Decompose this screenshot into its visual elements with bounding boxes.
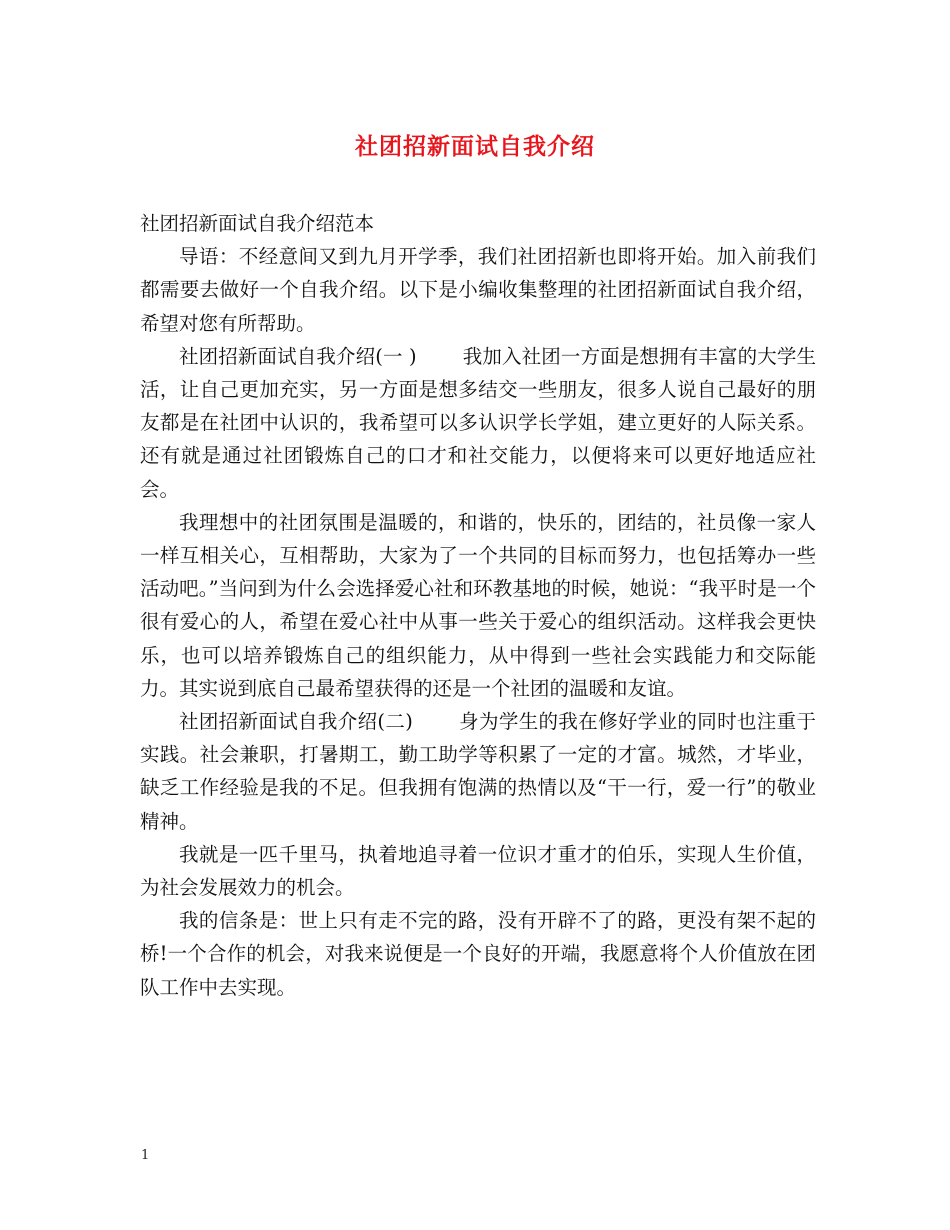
section-one-body: 我加入社团一方面是想拥有丰富的大学生活，让自己更加充实，另一方面是想多结交一些朋友，很多人说自己最好的朋友都是在社团中认识的，我希望可以多认识学长学姐，建立更好的人际关系。还有就是通过社团锻炼自己的口才和社交能力，以便将来可以更好地适应社会。 [140,344,816,501]
page-number: 1 [141,1148,150,1163]
section-two-heading: 社团招新面试自我介绍(二) [179,710,413,734]
document-subtitle: 社团招新面试自我介绍范本 [140,212,375,235]
section-one-heading: 社团招新面试自我介绍(一 ) [179,344,417,368]
horse-paragraph: 我就是一匹千里马，执着地追寻着一位识才重才的伯乐，实现人生价值，为社会发展效力的机会。 [140,842,816,900]
ideal-club-paragraph: 我理想中的社团氛围是温暖的，和谐的，快乐的，团结的，社员像一家人一样互相关心，互相帮助，大家为了一个共同的目标而努力，也包括筹办一些活动吧。”当问到为什么会选择爱心社和环教基地的时候，她说：“我平时是一个很有爱心的人，希望在爱心社中从事一些关于爱心的组织活动。这样我会更快乐，也可以培养锻炼自己的组织能力，从中得到一些社会实践能力和交际能力。其实说到底自己最希望获得的还是一个社团的温暖和友谊。 [140,510,816,700]
section-two-paragraph [140,705,816,838]
motto-paragraph: 我的信条是：世上只有走不完的路，没有开辟不了的路，更没有架不起的桥!一个合作的机会，对我来说便是一个良好的开端，我愿意将个人价值放在团队工作中去实现。 [140,909,816,999]
document-body [140,207,816,1004]
section-two-body: 身为学生的我在修好学业的同时也注重于实践。社会兼职，打暑期工，勤工助学等积累了一定的才富。城然，才毕业，缺乏工作经验是我的不足。但我拥有饱满的热情以及“干一行，爱一行”的敬业精神。 [140,710,816,833]
document-title: 社团招新面试自我介绍 [355,133,595,160]
intro-paragraph: 导语：不经意间又到九月开学季，我们社团招新也即将开始。加入前我们都需要去做好一个自我介绍。以下是小编收集整理的社团招新面试自我介绍，希望对您有所帮助。 [140,245,816,335]
section-one-paragraph [140,340,816,506]
